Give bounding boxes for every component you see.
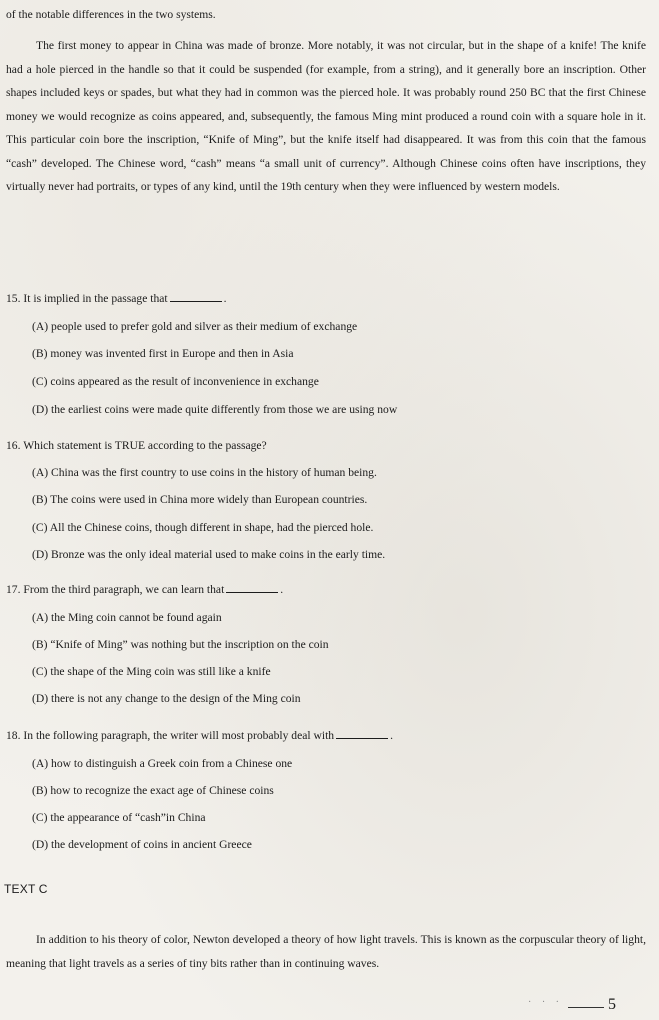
question-stem: Which statement is TRUE according to the passage?	[23, 439, 267, 452]
text-c-paragraph: In addition to his theory of color, Newton developed a theory of how light travels. This is known as the corpuscular theory of light, meaning that light travels as a series of tiny bits rather than in continuing waves.	[6, 933, 646, 970]
question-stem: From the third paragraph, we can learn that	[23, 583, 225, 596]
option-17b: (B) “Knife of Ming” was nothing but the inscription on the coin	[32, 638, 329, 651]
passage-paragraph: The first money to appear in China was made of bronze. More notably, it was not circular, but in the shape of a knife! The knife had a hole pierced in the handle so that it could be suspended (for example, from a string), and it generally bore an inscription. Other shapes included keys or spades, but what they had in common was the pierced hole. It was probably round 250 BC that the first Chinese money we would recognize as coins appeared, and, subsequently, the famous Ming mint produced a round coin with a square hole in it. This particular coin bore the inscription, “Knife of Ming”, but the knife itself had disappeared. It was from this coin that the famous “cash” developed. The Chinese word, “cash” means “a small unit of currency”. Although Chinese coins often have inscriptions, they virtually never had portraits, or types of any kind, until the 19th century when they were influenced by western models.	[6, 39, 646, 193]
footer-rule	[568, 1007, 604, 1008]
answer-blank	[226, 582, 278, 593]
question-stem: It is implied in the passage that	[23, 292, 168, 305]
option-17d: (D) there is not any change to the design of the Ming coin	[32, 692, 301, 705]
question-number: 17.	[6, 583, 21, 596]
question-number: 15.	[6, 292, 21, 305]
answer-blank	[170, 291, 222, 302]
option-17c: (C) the shape of the Ming coin was still like a knife	[32, 665, 271, 678]
option-15c: (C) coins appeared as the result of inconvenience in exchange	[32, 375, 319, 388]
footer-dots: · · ·	[528, 997, 563, 1008]
passage-top-line: of the notable differences in the two systems.	[6, 8, 216, 21]
option-18b: (B) how to recognize the exact age of Chinese coins	[32, 784, 274, 797]
page-number: 5	[608, 996, 616, 1013]
option-18d: (D) the development of coins in ancient Greece	[32, 838, 252, 851]
option-18c: (C) the appearance of “cash”in China	[32, 811, 206, 824]
question-18: 18. In the following paragraph, the writer will most probably deal with .	[6, 729, 394, 742]
option-16c: (C) All the Chinese coins, though different in shape, had the pierced hole.	[32, 521, 374, 534]
option-16d: (D) Bronze was the only ideal material used to make coins in the early time.	[32, 548, 386, 561]
option-15d: (D) the earliest coins were made quite differently from those we are using now	[32, 403, 398, 416]
question-16	[6, 438, 267, 454]
option-17a: (A) the Ming coin cannot be found again	[32, 611, 222, 624]
question-number: 18.	[6, 729, 21, 742]
question-17: 17. From the third paragraph, we can learn that .	[6, 583, 284, 596]
question-stem: In the following paragraph, the writer will most probably deal with	[23, 729, 335, 742]
answer-blank	[336, 728, 388, 739]
question-number: 16.	[6, 439, 21, 452]
option-16a: (A) China was the first country to use coins in the history of human being.	[32, 466, 377, 479]
option-18a: (A) how to distinguish a Greek coin from a Chinese one	[32, 757, 293, 770]
section-title-text-c: TEXT C	[4, 882, 48, 896]
option-16b: (B) The coins were used in China more widely than European countries.	[32, 493, 368, 506]
option-15b: (B) money was invented first in Europe and then in Asia	[32, 347, 294, 360]
option-15a: (A) people used to prefer gold and silver as their medium of exchange	[32, 320, 358, 333]
question-15: 15. It is implied in the passage that .	[6, 292, 227, 305]
